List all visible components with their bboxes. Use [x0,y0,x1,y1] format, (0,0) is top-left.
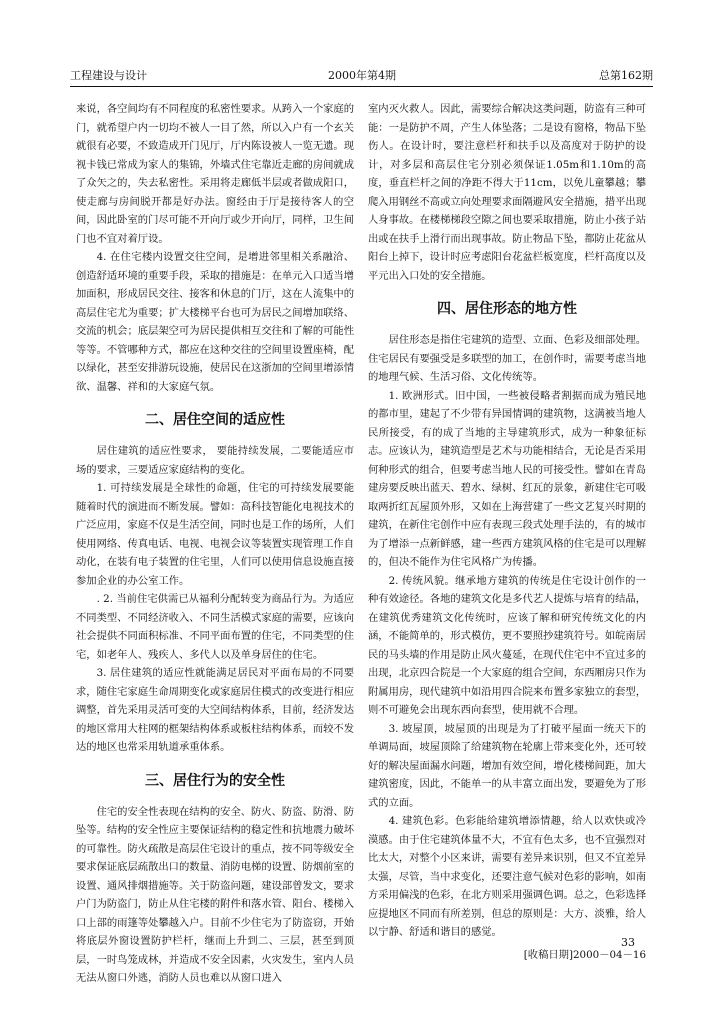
paragraph: 1. 可持续发展是全球性的命题，住宅的可持续发展要能随着时代的演进而不断发展。譬如：高科技智能化电视技术的广泛应用，家庭不仅是生活空间，同时也是工作的场所，人们使用网络、传真电话、电视、电视会议等装置实现管理工作自动化，在装有电子装置的住宅里，人们可以使用信息设施直接参加企业的办公室工作。 [76,482,355,587]
paragraph: 住宅的安全性表现在结构的安全、防火、防盗、防滑、防坠等。结构的安全性应主要保证结构的稳定性和抗地震力破坏的可靠性。防火疏散是高层住宅设计的重点，按不同等级安全要求保证底层疏散出口的数量、消防电梯的设置、防烟前室的设置、通风排烟措施等。关于防盗问题，建设部曾发文，要求户门为防盗门，防止从住宅楼的附件和落水管、阳台、楼梯入口上部的雨篷等处攀越入户。目前不少住宅为了防盗窃，开始将底层外窗设置防护栏杆，继而上升到二、三层，甚至到顶层，一时鸟笼成林，并造成不安全因素，火灾发生，室内人员无法从窗口外逃，消防人员也难以从窗口进入 [76,805,355,984]
paragraph: . 2. 当前住宅供需已从福利分配转变为商品行为。为适应不同类型、不同经济收入、不同生活模式家庭的需要，应该向社会提供不同面积标准、不同平面布置的住宅，不同类型的住宅，如老年人、残疾人、多代人以及单身居住的住宅。 [76,593,355,661]
paragraph: 4. 建筑色彩。色彩能给建筑增添情趣，给人以欢快或冷漠感。由于住宅建筑体量不大，不宜有色太多，也不宜强烈对比太大，对整个小区来讲，需要有差异来识别，但又不宜差异太强，尽管，当中求变化，还要注意气候对色彩的影响，如南方采用偏浅的色彩，在北方则采用强调色调。总之，色彩选择应提地区不同而有所差别，但总的原则是：大方、淡雅，给人以宁静、舒适和谐目的感觉。 [368,815,647,938]
journal-name: 工程建设与设计 [70,69,147,82]
received-date: [收稿日期]2000－04－16 [523,948,646,961]
paragraph: 3. 居住建筑的适应性就能满足居民对平面布局的不同要求，随住宅家庭生命周期变化或家庭居住模式的改变进行相应调整，首先采用灵活可变的大空间结构体系，目前，经济发达的地区常用大柱网的框架结构体系或板柱结构体系，而较不发达的地区也常采用轨道承重体系。 [76,667,355,753]
right-column [368,100,646,964]
paragraph: 2. 传统风貌。继承地方建筑的传统是住宅设计创作的一种有效途径。各地的建筑文化是多代艺人提炼与培育的结晶，在建筑优秀建筑文化传统时，应该了解和研究传统文化的内涵，不能简单的，形式模仿，更不要照抄建筑符号。如皖南居民的马头墙的作用是防止风火蔓延，在现代住宅中不宜过多的出现，北京四合院是一个大家庭的组合空间，东西厢房只作为附属用房，现代建筑中如沿用四合院来布置多家独立的套型，则不可避免会出现东西向套型，使用就不合理。 [368,574,647,716]
section-heading: 二、居住空间的适应性 [145,412,285,428]
paragraph: 4. 在住宅楼内设置交往空间，是增进邻里相关系融洽、创造舒适环境的重要手段，采取的措施是：在单元入口适当增加面积，形成居民交往、接客和休息的门厅，这在人流集中的高层住宅尤为重要；扩大楼梯平台也可为居民之间增加联络、交流的机会；底层架空可为居民提供相互交往和了解的可能性等等。不管哪种方式，都应在这种交往的空间里设置座椅，配以绿化，甚至安排游玩设施，使居民在这浙加的空间里增添情欲、温馨、祥和的大家庭气氛。 [76,251,355,393]
paragraph: 居住建筑的适应性要求， 要能持续发展，二要能适应市场的要求，三要适应家庭结构的变化。 [76,445,354,476]
paragraph: 来说，各空间均有不同程度的私密性要求。从跨入一个家庭的门，就希望户内一切均不被人一目了然，所以入户有一个玄关就很有必要，不致造成开门见厅，厅内陈设被人一览无遗。现视卡钱已常成为家人的集锦，外墙式住宅靠近走廊的房间就成了众矢之的，失去私密性。采用将走廊低半层或者做成阳口，使走廊与房间脱开都是好办法。窗经由于厅是接待客人的空间，因此卧室的门尽可能不开向厅或少开向厅，同样，卫生间门也不宜对着厅设。 [76,103,355,245]
section-heading: 四、居住形态的地方性 [437,301,577,317]
paragraph: 居住形态是指住宅建筑的造型、立面、色彩及细部处理。住宅居民有要强受是多联型的加工，在创作时，需要考虑当地的地理气候、生活习俗、文化传统等。 [368,334,647,383]
total-issue-label: 总第162期 [599,69,653,82]
paragraph: 3. 坡屋顶，坡屋顶的出现是为了打破平屋面一统天下的单调局面，坡屋顶除了给建筑物在轮廓上带来变化外，还可较好的解决屋面漏水问题，增加有效空间，增化楼梯间距，加大建筑密度，因此，不能单一的从丰富立面出发，要避免为了形式的立面。 [368,722,647,809]
section-heading: 三、居住行为的安全性 [145,772,285,789]
issue-label: 2000年第4期 [328,69,396,82]
page-number: 33 [621,936,635,949]
paragraph: 室内灭火救人。因此，需要综合解决这类问题，防盗有三种可能：一是防护不周，产生人体坠落；二是设有窗格，物品下坠伤人。在设计时，要注意栏杆和扶手以及高度对于防护的设计，对多层和高层住宅分别必须保证1.05m和1.10m的高度，垂直栏杆之间的净距不得大于11cm，以免儿童攀越；攀爬入用钢丝不高或立向处理要求面隔避风安全措施，措平出现人身事故。在楼梯梯段空隙之间也要采取措施，防止小孩子站出或在扶手上滑行而出现事故。防止物品下坠，都防止花盆从阳台上掉下，设计时应考虑阳台花盆栏板宽度，栏杆高度以及平元出入口处的安全措施。 [368,103,647,282]
left-column [76,100,354,988]
running-header [70,68,653,87]
paragraph: 1. 欧洲形式。旧中国，一些被侵略者割据而成为殖民地的都市里，建起了不少带有异国情调的建筑物，这满被当地人民所接受，有的成了当地的主导建筑形式，成为一种象征标志。应该认为，建筑造型是艺术与功能相结合，无论是否采用何种形式的组合，但要考虑当地人民的可接受性。譬如在青岛建房要反映出蓝天、碧水、绿树、红瓦的景象，新建住宅可吸取两折红瓦屋顶外形，又如在上海营建了一些文艺复兴时期的建筑，在新住宅创作中应有表现三段式处理手法的，有的城市为了增添一点新鲜感，建一些西方建筑风格的住宅是可以理解的，但决不能作为住宅风格广为传播。 [368,389,647,568]
